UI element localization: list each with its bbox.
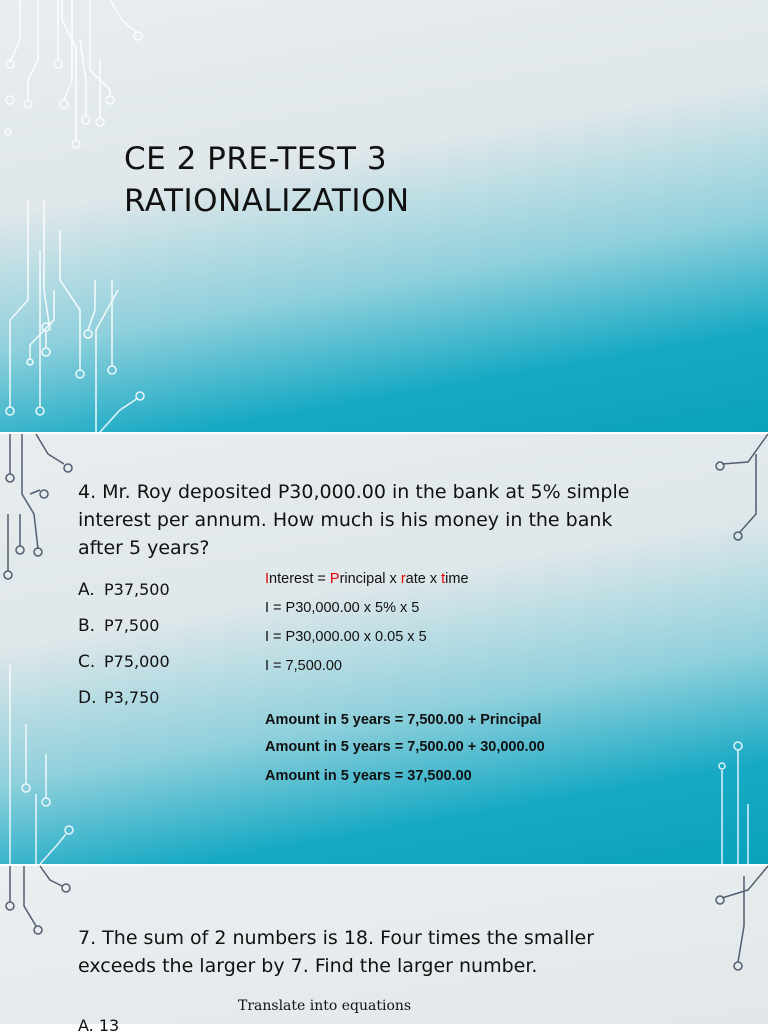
question-text: 7. The sum of 2 numbers is 18. Four times the smaller exceeds the larger by 7. Find the larger number. bbox=[78, 927, 595, 977]
choice-letter: B. bbox=[78, 616, 96, 636]
choice-text: P37,500 bbox=[104, 580, 170, 599]
page-title bbox=[124, 138, 410, 222]
amount-step: Amount in 5 years = 7,500.00 + Principal bbox=[265, 712, 542, 728]
choice-a[interactable]: A. 13 bbox=[78, 1016, 120, 1035]
choice-d[interactable] bbox=[78, 688, 159, 708]
amount-step: Amount in 5 years = 37,500.00 bbox=[265, 768, 472, 784]
choice-a[interactable] bbox=[78, 580, 170, 600]
choice-letter: D. bbox=[78, 688, 97, 708]
choice-text: P3,750 bbox=[104, 688, 160, 707]
slide-title bbox=[0, 0, 768, 432]
solution-step: I = P30,000.00 x 5% x 5 bbox=[265, 600, 420, 616]
choice-letter: C. bbox=[78, 652, 96, 672]
title-line-2: RATIONALIZATION bbox=[124, 183, 410, 219]
question-text: 4. Mr. Roy deposited P30,000.00 in the bank at 5% simple interest per annum. How much is his money in the bank after 5 years? bbox=[78, 481, 630, 559]
choice-c[interactable] bbox=[78, 652, 170, 672]
amount-step: Amount in 5 years = 7,500.00 + 30,000.00 bbox=[265, 739, 545, 755]
equation-heading: Translate into equations bbox=[238, 998, 412, 1014]
choice-text: P75,000 bbox=[104, 652, 170, 671]
formula-line: Interest = Principal x rate x time bbox=[265, 571, 469, 587]
solution-step: I = 7,500.00 bbox=[265, 658, 342, 674]
choice-text: P7,500 bbox=[104, 616, 160, 635]
circuit-decoration-left-icon bbox=[0, 866, 80, 1024]
circuit-decoration-left-icon bbox=[0, 434, 80, 864]
solution-step: I = P30,000.00 x 0.05 x 5 bbox=[265, 629, 427, 645]
circuit-decoration-right-icon bbox=[708, 866, 768, 1024]
slide-question-7 bbox=[0, 866, 768, 1035]
choice-letter: A. bbox=[78, 580, 95, 600]
title-line-1: CE 2 PRE-TEST 3 bbox=[124, 141, 388, 177]
slide-question-4 bbox=[0, 434, 768, 864]
choice-b[interactable] bbox=[78, 616, 159, 636]
circuit-decoration-right-icon bbox=[708, 434, 768, 864]
